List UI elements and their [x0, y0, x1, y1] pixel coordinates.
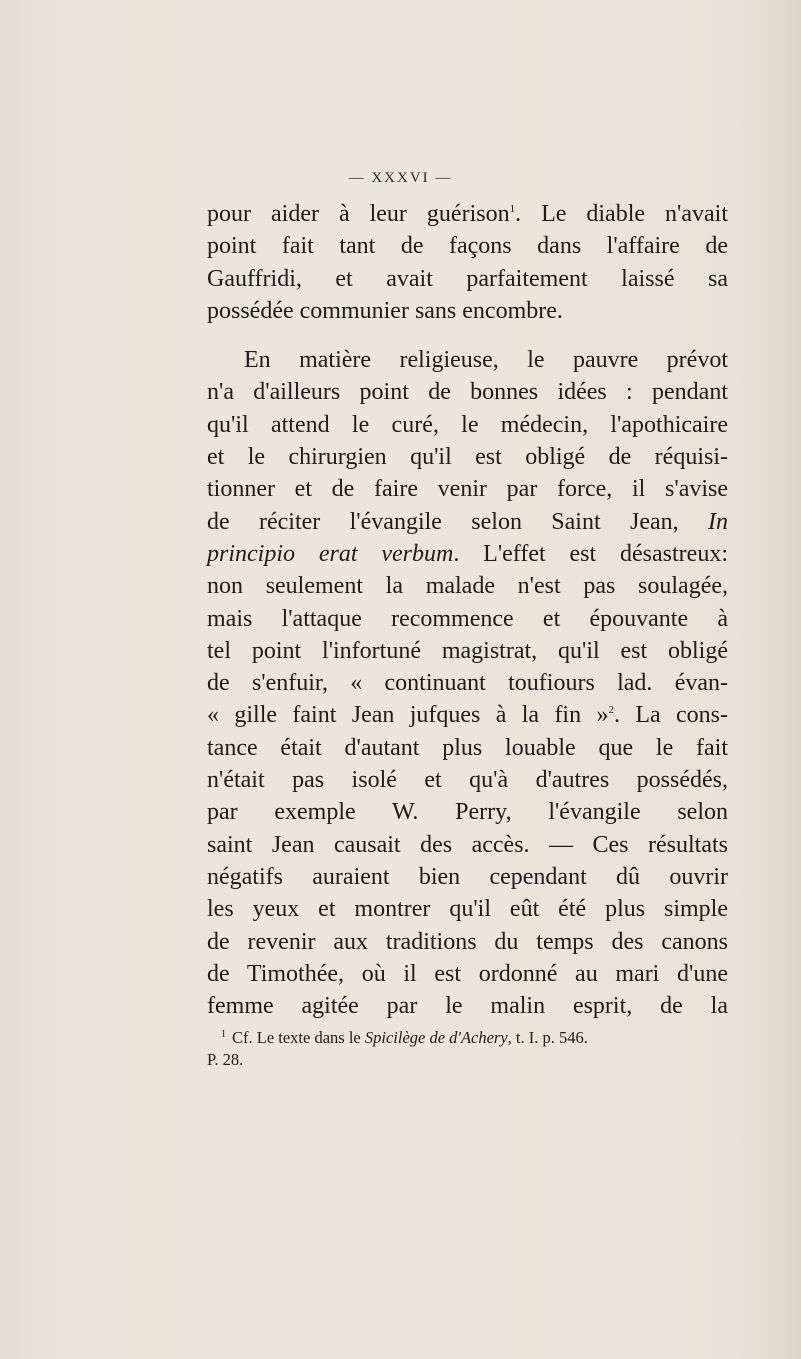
footnote-1: $^1$ Cf. Le texte dans le Spicilège de d'Achery, t. I. p. 546.: [221, 1028, 588, 1047]
text-line: n'était pas isolé et qu'à d'autres possédés,: [207, 767, 728, 794]
text-line: qu'il attend le curé, le médecin, l'apothicaire: [207, 411, 728, 438]
text-line: de réciter l'évangile selon Saint Jean, In: [207, 508, 728, 535]
paragraph-break: [207, 327, 728, 344]
text-line: de s'enfuir, « continuant toufiours lad. évan-: [207, 670, 728, 697]
text-line: négatifs auraient bien cependant dû ouvrir: [207, 863, 728, 890]
text-line: En matière religieuse, le pauvre prévot: [244, 347, 728, 374]
text-line: tel point l'infortuné magistrat, qu'il est obligé: [207, 637, 728, 664]
text-line: point fait tant de façons dans l'affaire de: [207, 233, 728, 260]
text-line: et le chirurgien qu'il est obligé de réquisi-: [207, 444, 728, 471]
footnotes: [207, 1027, 728, 1071]
text-line: « gille faint Jean jufques à la fin »$^2$. La cons-: [207, 702, 728, 729]
text-line: saint Jean causait des accès. — Ces résultats: [207, 831, 728, 858]
text-line: de Timothée, où il est ordonné au mari d'une: [207, 960, 728, 987]
text-line: tance était d'autant plus louable que le fait: [207, 734, 728, 761]
text-line: les yeux et montrer qu'il eût été plus simple: [207, 896, 728, 923]
text-line: pour aider à leur guérison$^1$. Le diable n'avait: [207, 201, 728, 227]
footnote-ref-1[interactable]: 1: [509, 203, 516, 215]
footnote-ref-2[interactable]: 2: [608, 704, 614, 717]
text-line: non seulement la malade n'est pas soulagée,: [207, 573, 728, 600]
text-line: femme agitée par le malin esprit, de la: [207, 993, 728, 1020]
page-number-header: — XXXVI —: [348, 170, 453, 186]
footnote-2: P. 28.: [207, 1050, 244, 1069]
text-line: possédée communier sans encombre.: [207, 297, 563, 324]
text-line: tionner et de faire venir par force, il s'avise: [207, 476, 728, 503]
footnote-marker: 1: [221, 1029, 226, 1040]
text-line: n'a d'ailleurs point de bonnes idées : pendant: [207, 379, 728, 406]
text-line: par exemple W. Perry, l'évangile selon: [207, 799, 728, 826]
text-line: de revenir aux traditions du temps des canons: [207, 928, 728, 955]
text-line: Gauffridi, et avait parfaitement laissé sa: [207, 265, 728, 292]
text-line: mais l'attaque recommence et épouvante à: [207, 605, 728, 632]
body-text: [207, 198, 728, 1022]
text-line: principio erat verbum. L'effet est désastreux:: [207, 540, 728, 567]
